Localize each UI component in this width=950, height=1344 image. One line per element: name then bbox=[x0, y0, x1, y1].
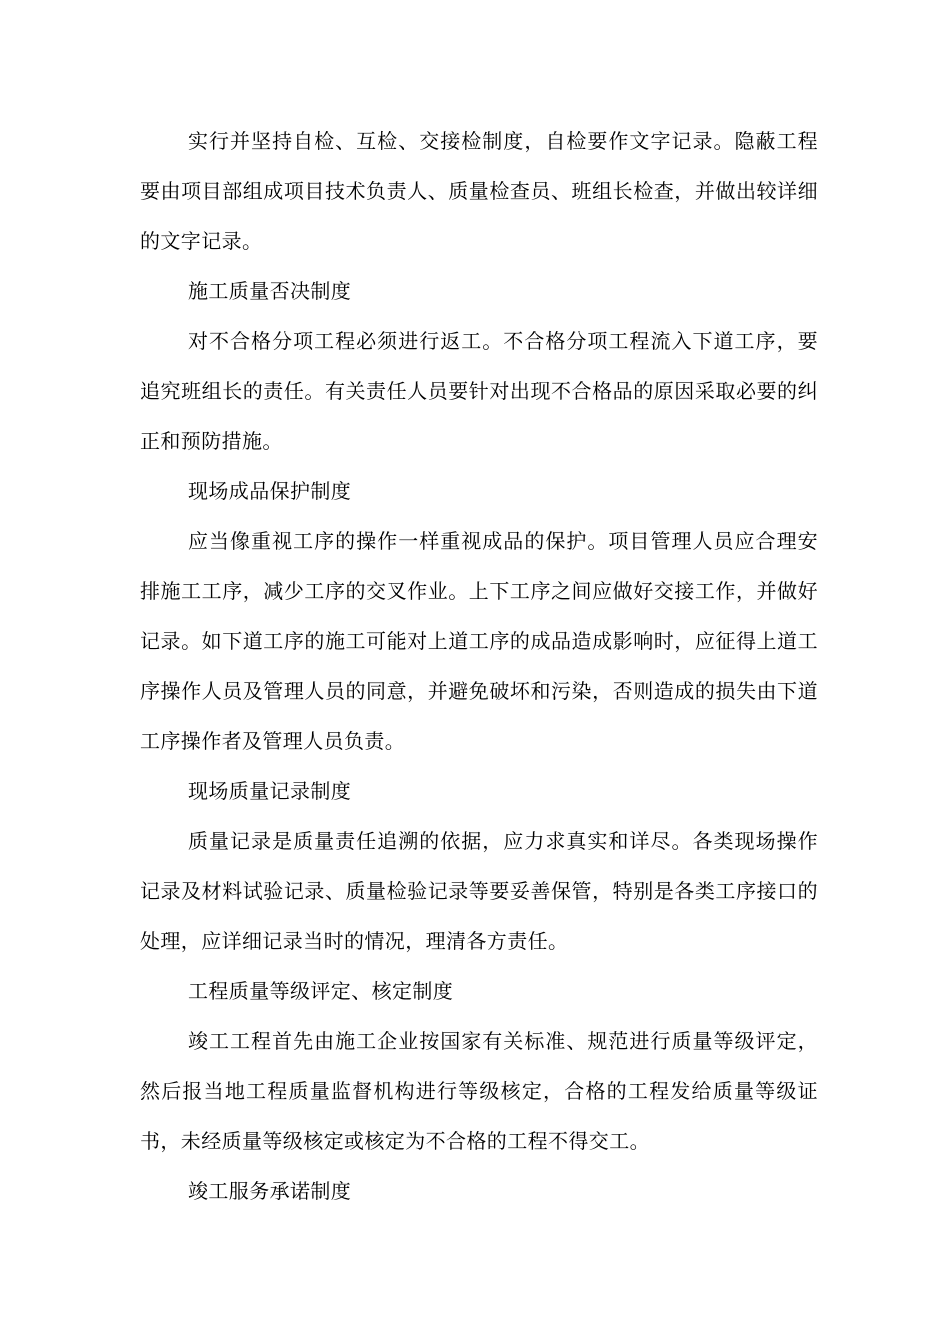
heading-quality-veto: 施工质量否决制度 bbox=[188, 279, 352, 303]
paragraph-self-inspection: 实行并坚持自检、互检、交接检制度，自检要作文字记录。隐蔽工程要由项目部组成项目技术负责人、质量检查员、班组长检查，并做出较详细的文字记录。 bbox=[140, 129, 818, 253]
document-page bbox=[140, 116, 818, 1216]
paragraph-quality-record: 质量记录是质量责任追溯的依据，应力求真实和详尽。各类现场操作记录及材料试验记录、质量检验记录等要妥善保管，特别是各类工序接口的处理，应详细记录当时的情况，理清各方责任。 bbox=[140, 829, 818, 953]
paragraph-product-protection: 应当像重视工序的操作一样重视成品的保护。项目管理人员应合理安排施工工序，减少工序的交叉作业。上下工序之间应做好交接工作，并做好记录。如下道工序的施工可能对上道工序的成品造成影响时，应征得上道工序操作人员及管理人员的同意，并避免破坏和污染，否则造成的损失由下道工序操作者及管理人员负责。 bbox=[140, 529, 818, 753]
heading-completion-service: 竣工服务承诺制度 bbox=[188, 1179, 352, 1203]
heading-product-protection: 现场成品保护制度 bbox=[188, 479, 352, 503]
paragraph-quality-veto: 对不合格分项工程必须进行返工。不合格分项工程流入下道工序，要追究班组长的责任。有关责任人员要针对出现不合格品的原因采取必要的纠正和预防措施。 bbox=[140, 329, 818, 453]
heading-quality-record: 现场质量记录制度 bbox=[188, 779, 352, 803]
paragraph-grade-assessment: 竣工工程首先由施工企业按国家有关标准、规范进行质量等级评定，然后报当地工程质量监督机构进行等级核定，合格的工程发给质量等级证书，未经质量等级核定或核定为不合格的工程不得交工。 bbox=[140, 1029, 818, 1153]
heading-grade-assessment: 工程质量等级评定、核定制度 bbox=[188, 979, 454, 1003]
